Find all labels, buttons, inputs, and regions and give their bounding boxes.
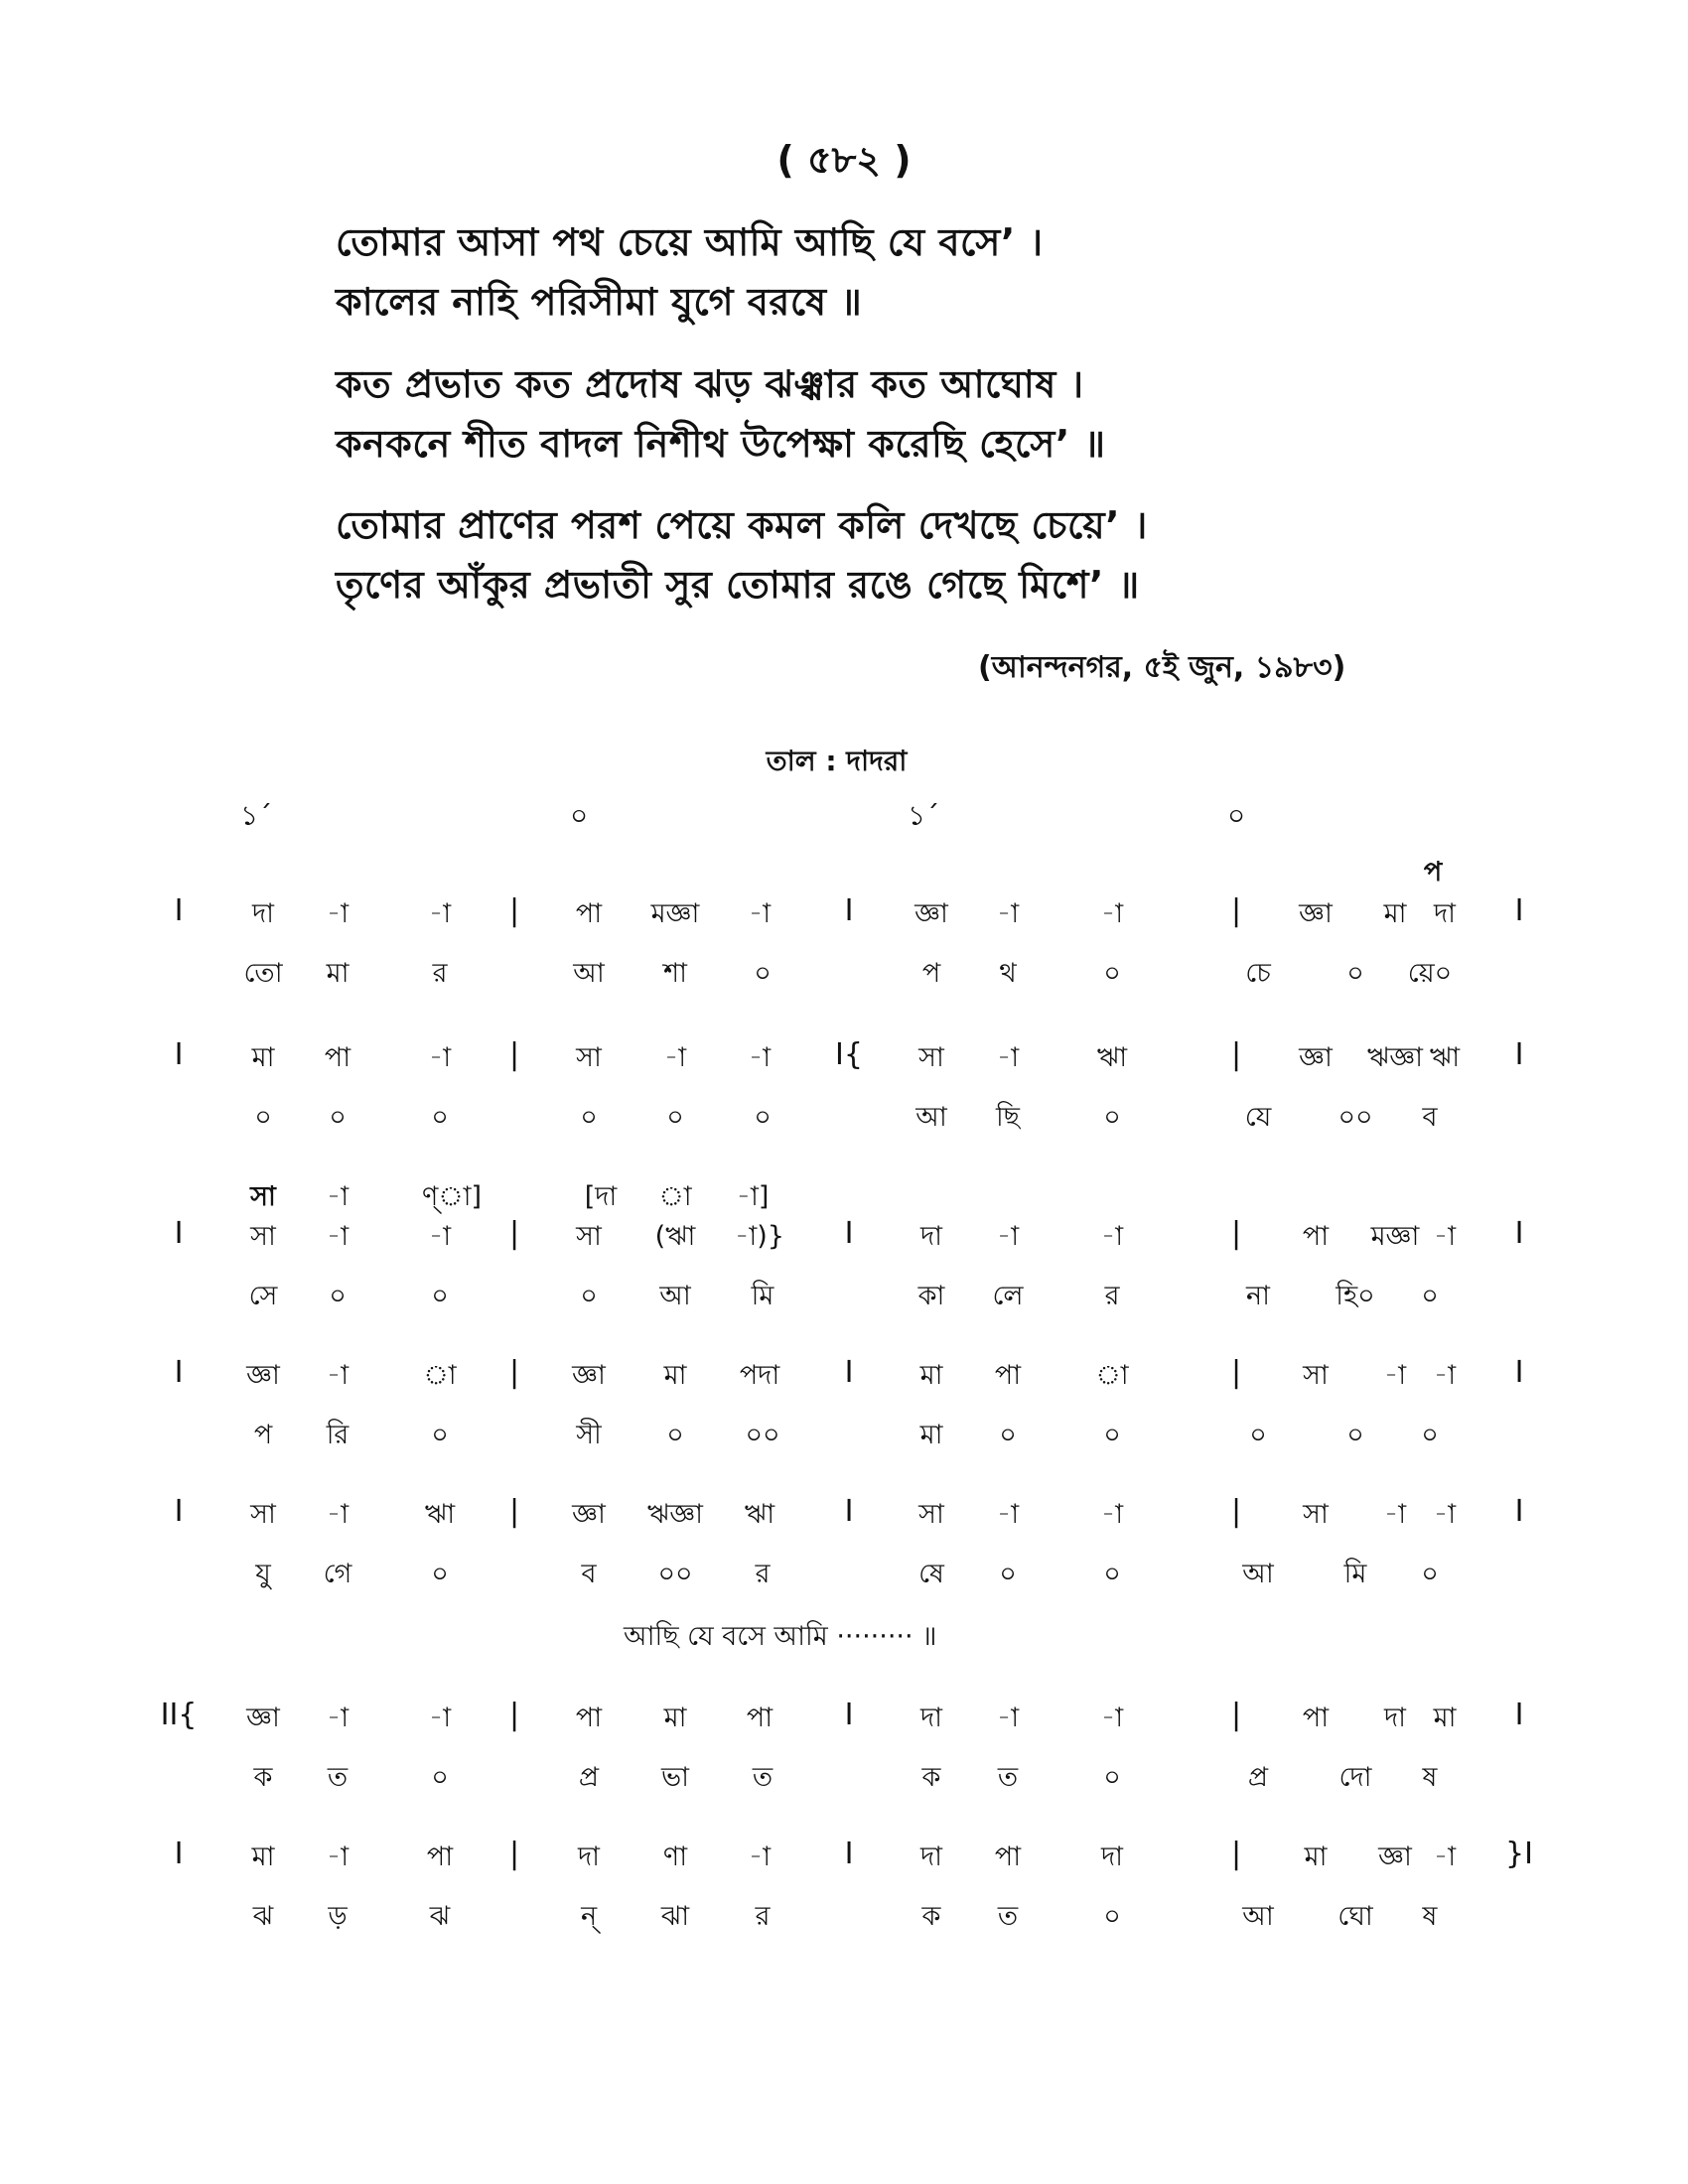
syllable: ০ [329,1102,347,1133]
syllable: সী [576,1420,602,1450]
swara-note: পা [575,898,603,929]
swara-note: -া [1383,1360,1407,1391]
syllable: ক [253,1762,273,1793]
syllable: ০ [999,1420,1017,1450]
bar-line: | [508,1355,520,1390]
swara-note: -া [326,1703,350,1733]
lyric-line-2: কালের নাহি পরিসীমা যুগে বরষে ॥ [336,280,863,324]
notation-row-r7-notes [0,1837,1688,1876]
syllable: তো [243,958,283,989]
bar-line: }I [1505,1837,1533,1871]
swara-note: জ্ঞা [572,1499,606,1530]
syllable: ০ [1103,1102,1121,1133]
swara-note: মা [919,1360,943,1391]
syllable: প্র [578,1762,600,1793]
notation-row-r1-top [0,852,1688,891]
swara-note: -া [1100,898,1124,929]
syllable: ০ [580,1102,598,1133]
swara-note: দা [919,1842,943,1872]
swara-note: মা [251,1042,275,1073]
swara-note: জ্ঞা [1378,1842,1412,1872]
swara-note: -া [1383,1499,1407,1530]
syllable: র [755,1559,771,1589]
bar-line: | [508,1698,520,1732]
notation-row-r6-lyrics [0,1757,1688,1797]
swara-note: জ্ঞা [1299,898,1333,929]
bar-line: I [844,1837,854,1871]
swara-note: -া [996,1221,1020,1252]
lyric-line-4: কনকনে শীত বাদল নিশীথ উপেক্ষা করেছি হেসে’ ॥ [336,422,1106,466]
syllable: ষে [918,1559,944,1589]
syllable: রি [326,1420,350,1450]
swara-note: দা [1100,1842,1124,1872]
bar-line: | [1230,1494,1242,1529]
syllable: না [1246,1281,1270,1311]
swara-note: সা [250,1181,276,1212]
syllable: যু [255,1559,271,1589]
syllable: র [1104,1281,1120,1311]
syllable: ০ [1103,1420,1121,1450]
syllable: ঝা [660,1901,690,1932]
syllable: ০ [999,1559,1017,1589]
syllable: ০ [1346,958,1364,989]
syllable: চে [1245,958,1271,989]
swara-note: -া [1433,1499,1457,1530]
swara-note: সা [576,1221,602,1252]
syllable: ০ [329,1281,347,1311]
swara-note: পদা [739,1360,780,1391]
notation-row-r1-lyrics [0,953,1688,993]
bar-line: | [508,1037,520,1072]
bar-line: I [1514,1494,1524,1529]
syllable: আ [659,1281,691,1311]
swara-note: -া [748,898,772,929]
swara-note: -া [326,1842,350,1872]
swara-note: -া [748,1042,772,1073]
syllable: ০ [1346,1420,1364,1450]
swara-note: সা [1303,1360,1329,1391]
swara-note: ঋা [744,1499,775,1530]
bar-line: I [174,1216,184,1251]
swara-note: া [423,1360,457,1391]
swara-note: ঋা [1096,1042,1128,1073]
swara-note: দা [251,898,275,929]
swara-note: পা [1302,1221,1330,1252]
bar-line: | [1230,1837,1242,1871]
swara-note: ঋা [1429,1042,1461,1073]
syllable: ব [1422,1102,1438,1133]
tal-heading: তাল : দাদরা [766,745,908,777]
swara-note: সা [250,1499,276,1530]
swara-note: দা [1433,898,1457,929]
swara-note: পা [575,1703,603,1733]
syllable: র [432,958,448,989]
syllable: মা [326,958,350,989]
syllable: ০ [431,1420,449,1450]
notation-row-r4-lyrics [0,1415,1688,1454]
bar-line: | [508,893,520,928]
bar-line: | [1230,1216,1242,1251]
swara-note: মজ্ঞা [650,898,700,929]
swara-note: -া [1100,1221,1124,1252]
notation-row-r6-notes [0,1698,1688,1737]
date-line: (আনন্দনগর, ৫ই জুন, ১৯৮৩) [978,650,1346,685]
swara-note: দা [919,1221,943,1252]
notation-row-r3-lyrics [0,1276,1688,1315]
lyric-line-3: কত প্রভাত কত প্রদোষ ঝড় ঝঞ্ঝার কত আঘোষ । [336,362,1084,406]
swara-note: -া [748,1842,772,1872]
syllable: ০ [1103,1559,1121,1589]
notation-row-r2-notes [0,1037,1688,1077]
syllable: প্র [1247,1762,1269,1793]
swara-note: মা [663,1703,687,1733]
swara-note: -া [996,1042,1020,1073]
swara-note: ণ্‌া] [422,1181,482,1212]
bar-line: I [1514,1698,1524,1732]
swara-note: সা [1303,1499,1329,1530]
bar-line: I [174,1037,184,1072]
bar-line: | [1230,1037,1242,1072]
bar-line: | [508,1494,520,1529]
swara-note: -া [1433,1842,1457,1872]
bar-line: | [1230,1698,1242,1732]
syllable: ড় [328,1901,348,1932]
swara-note: -া [326,1221,350,1252]
syllable: ষ [1422,1762,1438,1793]
page-number: ( ৫৮২ ) [776,138,912,182]
bar-line: I [174,893,184,928]
syllable: র [755,1901,771,1932]
bar-line: I [1514,893,1524,928]
bar-line: I [844,1698,854,1732]
swara-note: -া [326,1360,350,1391]
syllable: ০ [1421,1559,1439,1589]
syllable: ০ [1421,1420,1439,1450]
swara-note: ণা [662,1842,688,1872]
beat-mark-4: ০ [1227,799,1246,832]
swara-note: মা [1433,1703,1457,1733]
swara-note: -া [428,898,452,929]
bar-line: I [844,1355,854,1390]
syllable: ০ [580,1281,598,1311]
swara-note: (ঋা [654,1221,696,1252]
syllable: মি [751,1281,774,1311]
notation-row-r5-lyrics [0,1554,1688,1593]
swara-note: -া [996,898,1020,929]
lyric-line-1: তোমার আসা পথ চেয়ে আমি আছি যে বসে’ । [336,220,1044,264]
bar-line: I [1514,1216,1524,1251]
swara-note: জ্ঞা [246,1360,280,1391]
syllable: ত [327,1762,349,1793]
syllable: ০০ [657,1559,693,1589]
swara-note: প [1423,857,1443,887]
syllable: ব [581,1559,597,1589]
swara-note: পা [994,1360,1022,1391]
syllable: গে [323,1559,352,1589]
syllable: ত [997,1762,1019,1793]
notation-row-r7-lyrics [0,1896,1688,1936]
syllable: ত [752,1762,774,1793]
swara-note: -া [326,1181,350,1212]
syllable: প [253,1420,273,1450]
swara-note: -া [1100,1703,1124,1733]
swara-note: া [1095,1360,1129,1391]
swara-note: -া)} [735,1221,784,1252]
swara-note: -া [428,1042,452,1073]
swara-note: ঋজ্ঞা [1366,1042,1424,1073]
syllable: কা [917,1281,945,1311]
syllable: ০ [431,1559,449,1589]
bar-line: I{ [835,1037,863,1072]
bar-line: I [844,1216,854,1251]
syllable: ০ [254,1102,272,1133]
bar-line: I [1514,1037,1524,1072]
syllable: ০ [431,1762,449,1793]
syllable: ভা [661,1762,689,1793]
swara-note: -া [326,1499,350,1530]
syllable: ক [921,1901,941,1932]
syllable: মি [1343,1559,1367,1589]
bar-line: I [1514,1355,1524,1390]
swara-note: -া [1100,1499,1124,1530]
syllable: ০ [431,1102,449,1133]
swara-note: মা [1383,898,1407,929]
syllable: যে [1244,1102,1272,1133]
swara-note: মা [663,1360,687,1391]
lyric-line-6: তৃণের আঁকুর প্রভাতী সুর তোমার রঙে গেছে মিশে’ ॥ [336,563,1140,607]
syllable: ০ [666,1102,684,1133]
swara-note: -া [1433,1221,1457,1252]
swara-note: ঋা [424,1499,456,1530]
syllable: ত [997,1901,1019,1932]
syllable: আ [573,958,605,989]
syllable: ঝ [429,1901,451,1932]
swara-note: [দা [584,1181,618,1212]
swara-note: ঋজ্ঞা [646,1499,704,1530]
bar-line: I [174,1355,184,1390]
swara-note: পা [746,1703,774,1733]
syllable: ষ [1422,1901,1438,1932]
bar-line: II{ [160,1698,198,1732]
swara-note: -া [326,898,350,929]
swara-note: দা [1383,1703,1407,1733]
syllable: ০ [754,958,772,989]
syllable: ০০ [745,1420,780,1450]
notation-row-r1-notes [0,893,1688,933]
swara-note: -া [996,1703,1020,1733]
swara-note: -া [428,1703,452,1733]
swara-note: সা [576,1042,602,1073]
syllable: ০ [1103,958,1121,989]
swara-note: মা [251,1842,275,1872]
bar-line: I [174,1837,184,1871]
beat-mark-2: ০ [570,799,589,832]
syllable: সে [248,1281,278,1311]
syllable: ঝ [252,1901,274,1932]
bar-line: I [174,1494,184,1529]
swara-note: পা [324,1042,352,1073]
syllable: ০ [1249,1420,1267,1450]
bar-line: I [844,1494,854,1529]
swara-note: জ্ঞা [1299,1042,1333,1073]
swara-note: -া [428,1221,452,1252]
swara-note: -া] [736,1181,770,1212]
swara-note: দা [919,1703,943,1733]
syllable: লে [992,1281,1024,1311]
swara-note: জ্ঞা [572,1360,606,1391]
swara-note: -া [1433,1360,1457,1391]
syllable: ০ [666,1420,684,1450]
swara-note: দা [577,1842,601,1872]
swara-note: সা [918,1042,944,1073]
swara-note: -া [996,1499,1020,1530]
bar-line: I [844,893,854,928]
bar-line: | [508,1216,520,1251]
syllable: ০ [1421,1281,1439,1311]
swara-note: পা [994,1842,1022,1872]
syllable: ০ [1103,1762,1121,1793]
swara-note: জ্ঞা [246,1703,280,1733]
notation-row-r2-lyrics [0,1097,1688,1137]
notation-row-r5-notes [0,1494,1688,1534]
swara-note: পা [1302,1703,1330,1733]
syllable: থ [999,958,1017,989]
syllable: ০ [1103,1901,1121,1932]
beat-mark-1: ১´ [240,799,273,832]
syllable: আ [1242,1901,1274,1932]
syllable: ন্ [580,1901,598,1932]
notation-row-r3-alt [0,1176,1688,1216]
syllable: দো [1338,1762,1372,1793]
lyric-line-5: তোমার প্রাণের পরশ পেয়ে কমল কলি দেখছে চেয়ে’ । [336,503,1148,547]
syllable: ০০ [1337,1102,1373,1133]
swara-note: মজ্ঞা [1370,1221,1420,1252]
syllable: আ [1242,1559,1274,1589]
bar-line: | [1230,1355,1242,1390]
bar-line: | [1230,893,1242,928]
syllable: ০ [431,1281,449,1311]
notation-row-r4-notes [0,1355,1688,1395]
syllable: ক [921,1762,941,1793]
syllable: মা [919,1420,943,1450]
swara-note: সা [918,1499,944,1530]
syllable: শা [663,958,687,989]
swara-note: মা [1304,1842,1328,1872]
syllable: ০ [754,1102,772,1133]
swara-note: সা [250,1221,276,1252]
swara-note: পা [426,1842,454,1872]
swara-note: া [658,1181,692,1212]
syllable: য়ে০ [1407,958,1453,989]
swara-note: জ্ঞা [914,898,948,929]
syllable: প [921,958,941,989]
syllable: হি০ [1336,1281,1375,1311]
bar-line: | [508,1837,520,1871]
swara-note: -া [663,1042,687,1073]
beat-mark-3: ১´ [908,799,940,832]
syllable: আ [915,1102,947,1133]
refrain-line: আছি যে বসে আমি ········· ॥ [624,1621,937,1652]
syllable: ছি [995,1102,1021,1133]
notation-row-r3-notes [0,1216,1688,1256]
syllable: ঘো [1337,1901,1373,1932]
